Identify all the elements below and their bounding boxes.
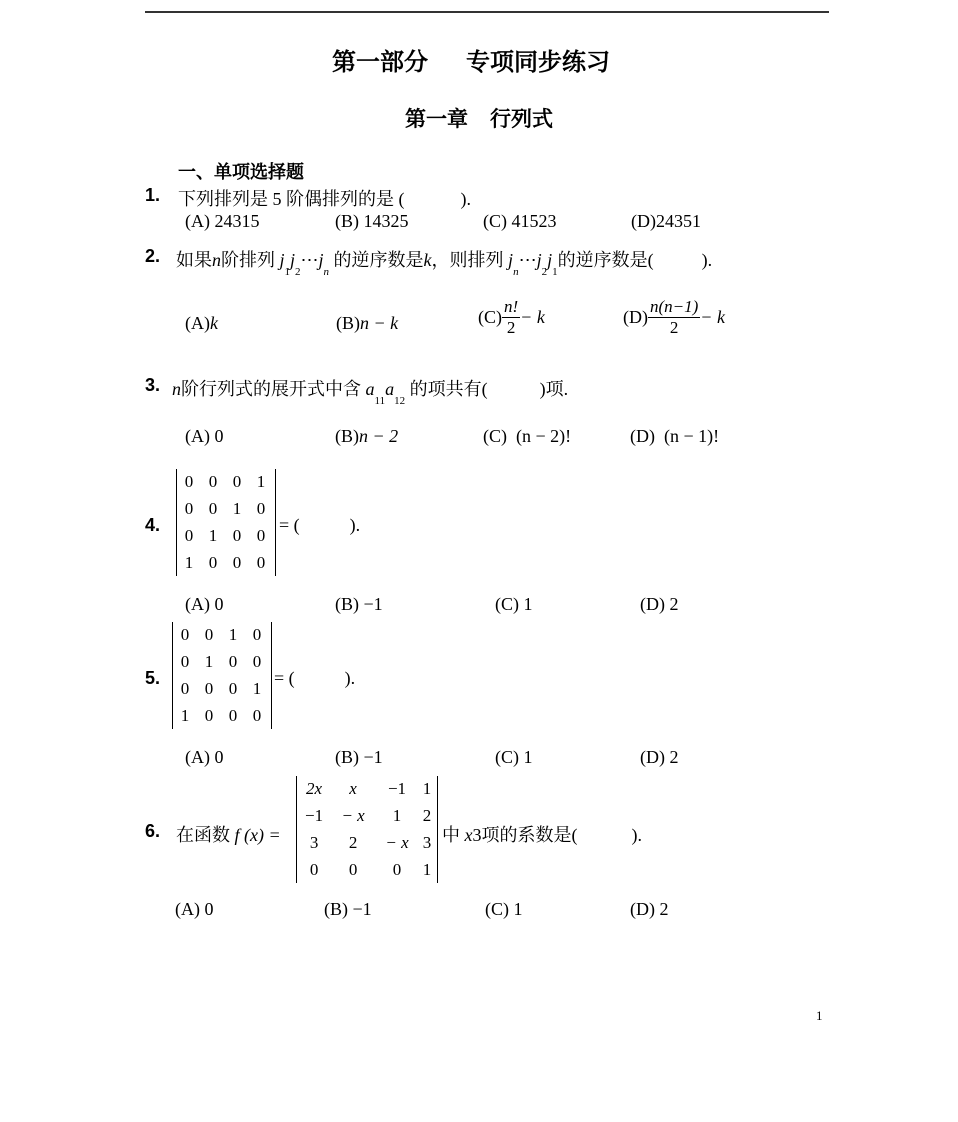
subscript: 1 [284, 266, 291, 278]
ellipsis: ⋯ [300, 250, 319, 270]
question-text-end: ). [631, 825, 642, 845]
option-tail: − k [520, 307, 545, 327]
determinant-5 [172, 622, 272, 729]
part-title [332, 42, 610, 77]
denominator: 2 [506, 318, 516, 337]
determinant-4 [176, 469, 276, 576]
var-x: x [464, 825, 473, 845]
question-text: ，则排列 [431, 250, 504, 270]
question-text: 项的系数是( [481, 825, 578, 845]
var-k: k [423, 250, 432, 270]
function-fx: f (x) = [234, 825, 281, 845]
option-d[interactable]: (D)24351 [631, 211, 701, 231]
numerator: n(n−1) [650, 297, 699, 316]
question-number: 2. [145, 246, 161, 266]
option-b[interactable]: (B) 14325 [335, 211, 409, 231]
subscript: 2 [541, 266, 548, 278]
var-a: a [385, 379, 395, 399]
matrix: 2x x −1 1 −1 − x 1 2 3 2 − x 3 0 0 0 1 [305, 779, 432, 879]
var-j: j [279, 250, 285, 270]
var-j: j [318, 250, 324, 270]
question-text: 中 [442, 825, 460, 845]
question-text: 阶排列 [221, 250, 275, 270]
question-text-end: ). [701, 250, 713, 270]
part-title-main: 第一部分 [332, 48, 428, 76]
option-value: n − 2 [359, 426, 399, 446]
option-value: n − k [360, 313, 399, 333]
numerator: n! [504, 297, 519, 316]
question-text: 的项共有( [409, 379, 488, 399]
page-number: 1 [816, 1008, 823, 1023]
option-a[interactable] [185, 313, 218, 334]
question-text: 阶行列式的展开式中含 [181, 379, 361, 399]
section-title: 一、单项选择题 [178, 162, 304, 183]
option-value: (n − 2)! [516, 426, 572, 446]
subscript: 11 [374, 395, 386, 407]
option-c[interactable] [483, 426, 571, 447]
option-b[interactable] [336, 313, 398, 334]
option-d[interactable] [623, 297, 725, 338]
var-n: n [212, 250, 221, 270]
ellipsis: ⋯ [518, 250, 537, 270]
equals: = ( [279, 515, 300, 535]
part-title-sub: 专项同步练习 [466, 48, 610, 76]
question-text-end: ). [349, 515, 361, 535]
question-6-text [176, 821, 281, 847]
option-c[interactable]: (C) 41523 [483, 211, 557, 231]
exponent: 3 [472, 825, 482, 845]
option-c[interactable]: (C) 1 [495, 747, 533, 767]
question-text: 的逆序数是( [557, 250, 654, 270]
question-3-text [172, 375, 569, 407]
option-c[interactable] [478, 297, 545, 338]
var-n: n [172, 379, 181, 399]
option-label: (A) [185, 313, 210, 333]
option-tail: − k [700, 307, 725, 327]
question-number: 4. [145, 515, 161, 535]
equals: = ( [274, 668, 295, 688]
question-text: 如果 [176, 250, 212, 270]
option-c[interactable]: (C) 1 [495, 594, 533, 614]
question-text-end: ). [344, 668, 356, 688]
option-b[interactable]: (B) −1 [335, 594, 383, 614]
fraction [502, 297, 520, 338]
chapter-title-main: 第一章 [405, 107, 468, 131]
option-label: (A) [185, 426, 210, 446]
option-value: 0 [214, 426, 224, 446]
chapter-title [405, 103, 553, 133]
option-value: (n − 1)! [664, 426, 720, 446]
subscript: 2 [295, 266, 301, 278]
matrix: 0 0 1 0 0 1 0 0 0 0 0 1 1 0 0 0 [180, 625, 262, 725]
question-text-end: )项. [539, 379, 569, 399]
option-value: k [210, 313, 218, 333]
option-b[interactable]: (B) −1 [324, 899, 372, 919]
option-label: (B) [336, 313, 360, 333]
option-a[interactable]: (A) 0 [185, 594, 224, 614]
question-number: 1. [145, 185, 161, 205]
subscript: 1 [552, 266, 558, 278]
question-text: 的逆序数是 [333, 250, 424, 270]
var-j: j [290, 250, 296, 270]
var-a: a [365, 379, 375, 399]
chapter-title-sub: 行列式 [490, 107, 553, 131]
question-number: 3. [145, 375, 161, 395]
option-d[interactable]: (D) 2 [630, 899, 669, 919]
option-b[interactable] [335, 426, 398, 447]
option-label: (C) [478, 307, 502, 327]
option-c[interactable]: (C) 1 [485, 899, 523, 919]
fraction [648, 297, 700, 338]
question-2-text [176, 246, 713, 278]
var-j: j [508, 250, 514, 270]
option-d[interactable]: (D) 2 [640, 594, 679, 614]
denominator: 2 [669, 318, 679, 337]
option-label: (B) [335, 426, 359, 446]
question-number: 6. [145, 821, 161, 841]
var-j: j [547, 250, 553, 270]
question-text: 在函数 [176, 825, 230, 845]
question-1-text [178, 185, 471, 211]
option-a[interactable]: (A) 0 [185, 747, 224, 767]
option-a[interactable] [185, 426, 224, 447]
option-label: (C) [483, 426, 507, 446]
subscript: 12 [394, 395, 406, 407]
question-text: 下列排列是 5 阶偶排列的是 ( [178, 189, 405, 209]
question-6-tail [442, 821, 642, 847]
option-label: (D) [630, 426, 655, 446]
subscript: n [323, 266, 330, 278]
option-a[interactable]: (A) 0 [175, 899, 214, 919]
var-j: j [536, 250, 542, 270]
option-label: (D) [623, 307, 648, 327]
question-number: 5. [145, 668, 161, 688]
header-rule [145, 11, 829, 13]
matrix: 0 0 0 1 0 0 1 0 0 1 0 0 1 0 0 0 [184, 472, 266, 572]
question-text-end: ). [460, 189, 471, 209]
option-d[interactable]: (D) 2 [640, 747, 679, 767]
option-a[interactable]: (A) 24315 [185, 211, 260, 231]
subscript: n [513, 266, 519, 278]
option-b[interactable]: (B) −1 [335, 747, 383, 767]
determinant-6 [296, 776, 438, 883]
option-d[interactable] [630, 426, 719, 447]
question-4-tail [279, 515, 360, 536]
question-5-tail [274, 668, 355, 689]
